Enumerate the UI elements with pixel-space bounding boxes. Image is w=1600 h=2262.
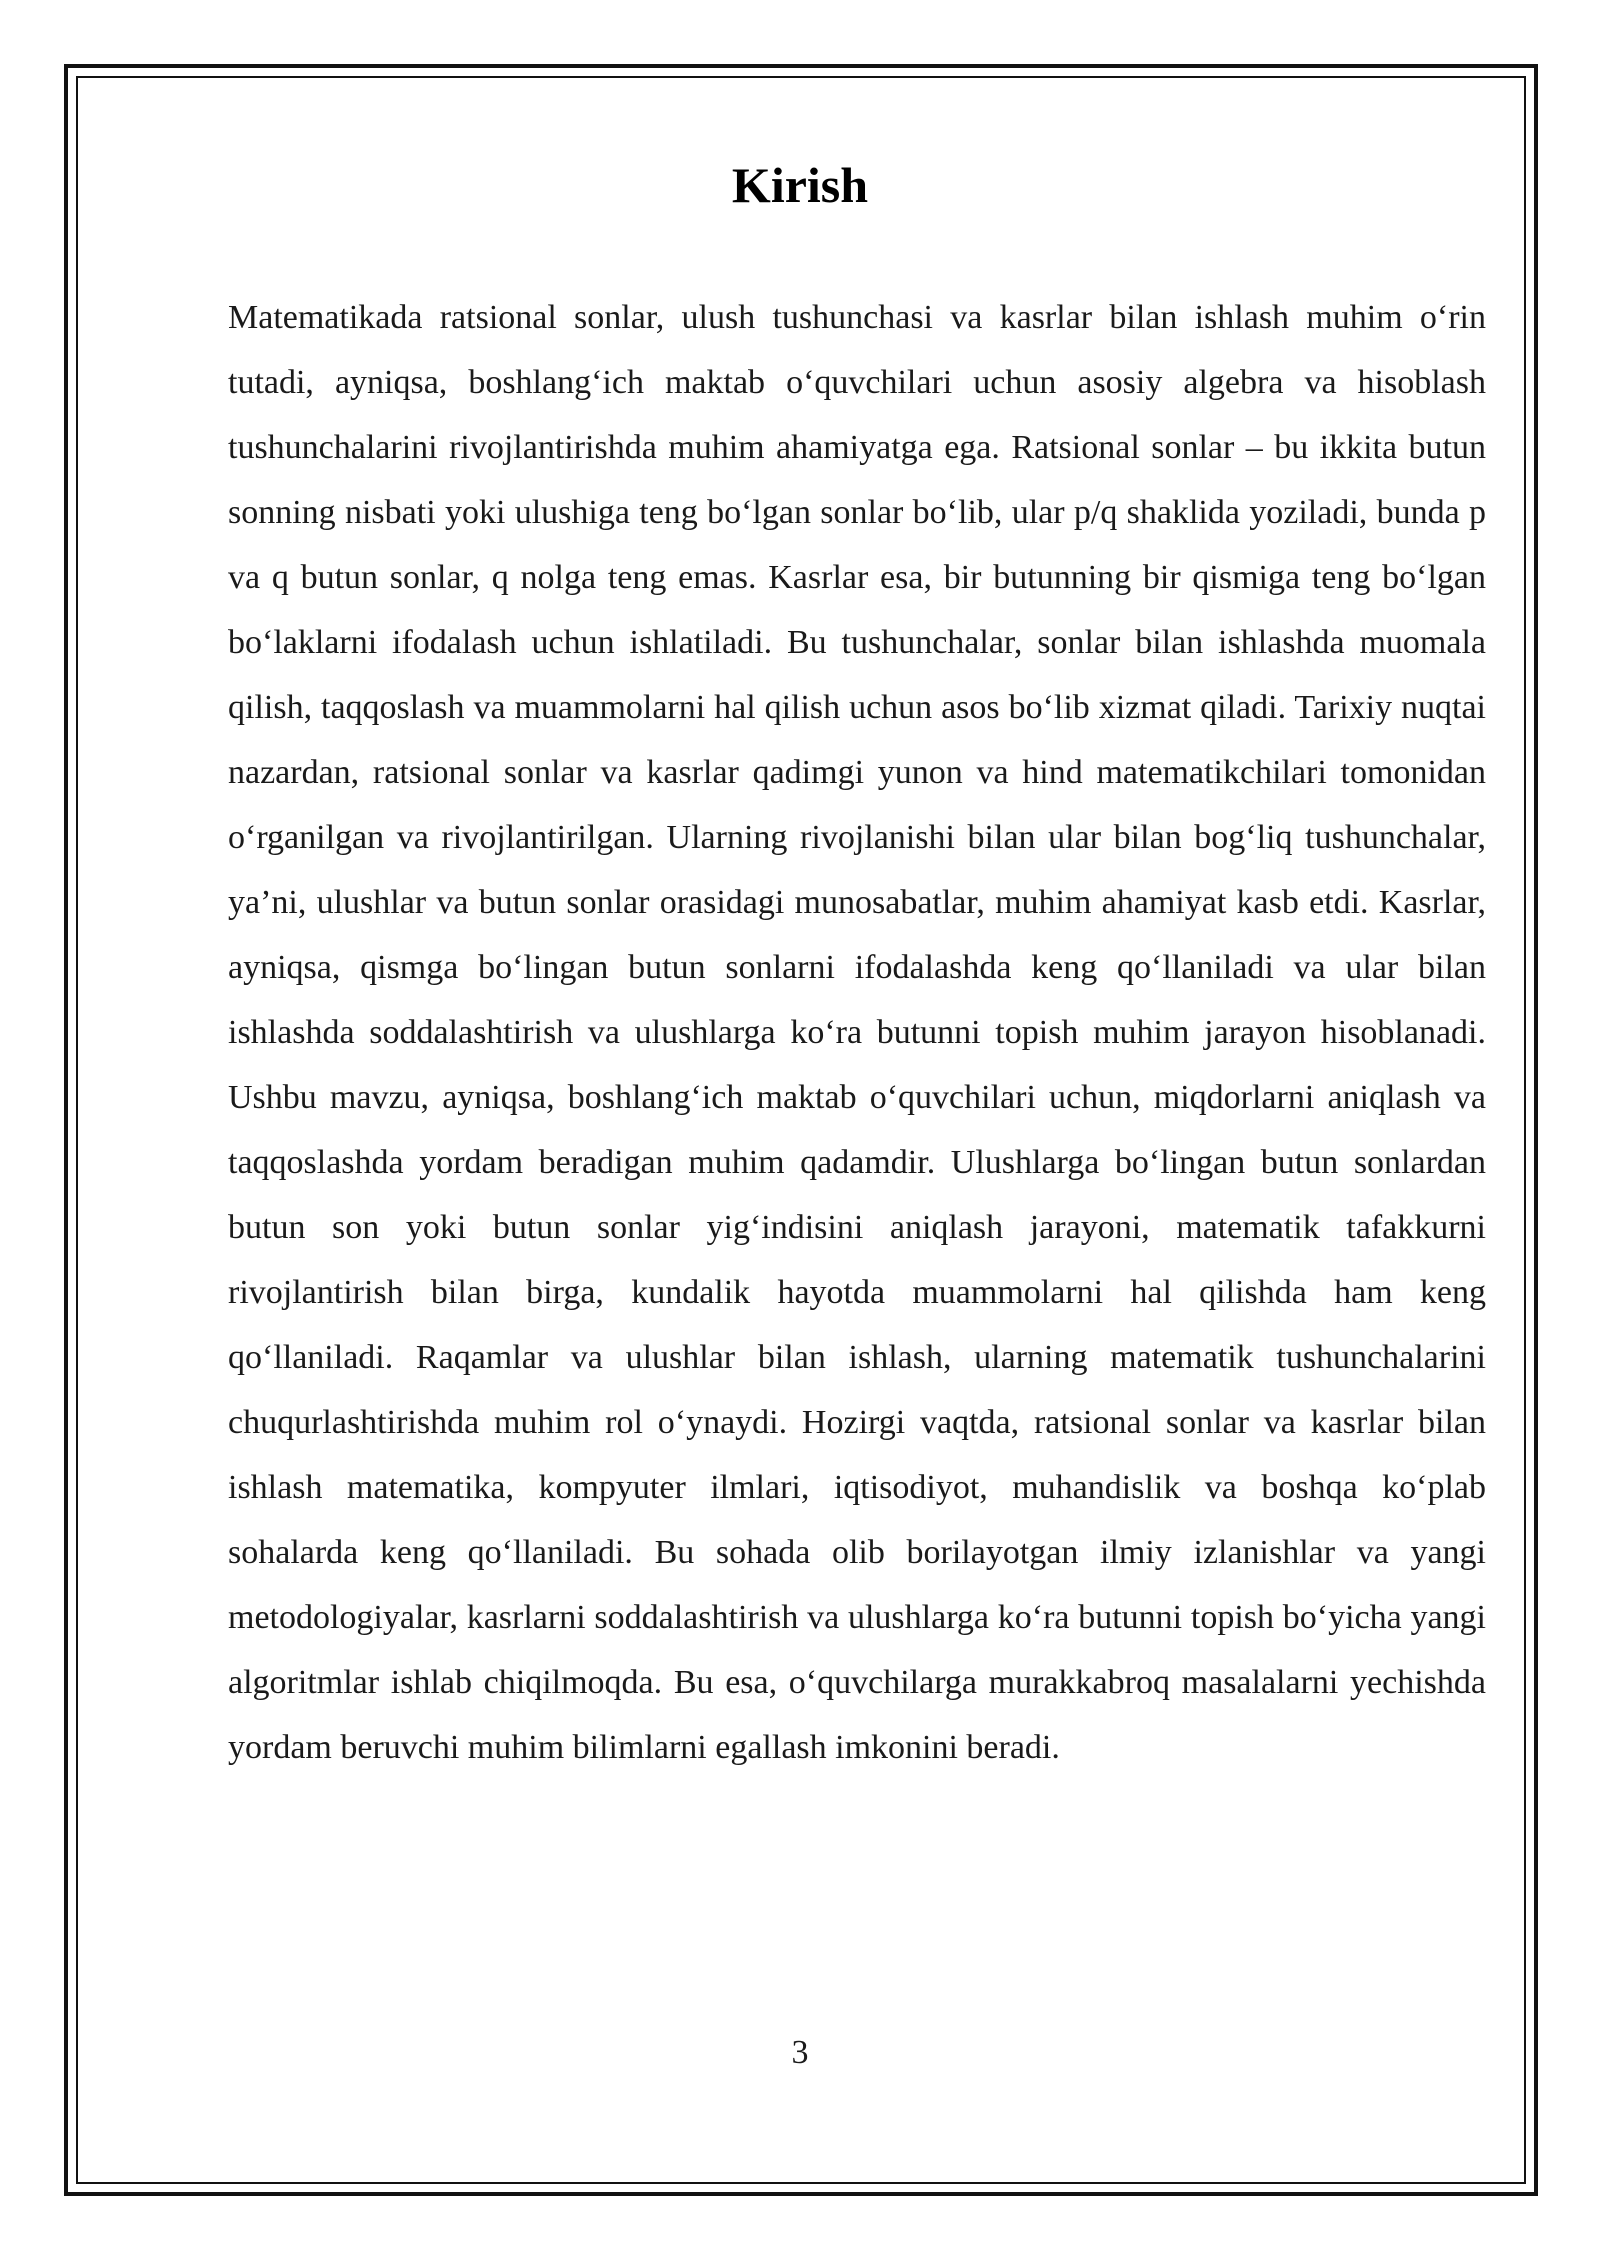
body-paragraph: Matematikada ratsional sonlar, ulush tushunchasi va kasrlar bilan ishlash muhim o‘rin tutadi, ayniqsa, boshlang‘ich maktab o‘quvchilari uchun asosiy algebra va hisoblash tushunchalarini rivojlantirishda muhim ahamiyatga ega. Ratsional sonlar – bu ikkita butun sonning nisbati yoki ulushiga teng bo‘lgan sonlar bo‘lib, ular p/q shaklida yoziladi, bunda p va q butun sonlar, q nolga teng emas. Kasrlar esa, bir butunning bir qismiga teng bo‘lgan bo‘laklarni ifodalash uchun ishlatiladi. Bu tushunchalar, sonlar bilan ishlashda muomala qilish, taqqoslash va muammolarni hal qilish uchun asos bo‘lib xizmat qiladi. Tarixiy nuqtai nazardan, ratsional sonlar va kasrlar qadimgi yunon va hind matematikchilari tomonidan o‘rganilgan va rivojlantirilgan. Ularning rivojlanishi bilan ular bilan bog‘liq tushunchalar, ya’ni, ulushlar va butun sonlar orasidagi munosabatlar, muhim ahamiyat kasb etdi. Kasrlar, ayniqsa, qismga bo‘lingan butun sonlarni ifodalashda keng qo‘llaniladi va ular bilan ishlashda soddalashtirish va ulushlarga ko‘ra butunni topish muhim jarayon hisoblanadi. Ushbu mavzu, ayniqsa, boshlang‘ich maktab o‘quvchilari uchun, miqdorlarni aniqlash va taqqoslashda yordam beradigan muhim qadamdir. Ulushlarga bo‘lingan butun sonlardan butun son yoki butun sonlar yig‘indisini aniqlash jarayoni, matematik tafakkurni rivojlantirish bilan birga, kundalik hayotda muammolarni hal qilishda ham keng qo‘llaniladi. Raqamlar va ulushlar bilan ishlash, ularning matematik tushunchalarini chuqurlashtirishda muhim rol o‘ynaydi. Hozirgi vaqtda, ratsional sonlar va kasrlar bilan ishlash matematika, kompyuter ilmlari, iqtisodiyot, muhandislik va boshqa ko‘plab sohalarda keng qo‘llaniladi. Bu sohada olib borilayotgan ilmiy izlanishlar va yangi metodologiyalar, kasrlarni soddalashtirish va ulushlarga ko‘ra butunni topish bo‘yicha yangi algoritmlar ishlab chiqilmoqda. Bu esa, o‘quvchilarga murakkabroq masalalarni yechishda yordam beruvchi muhim bilimlarni egallash imkonini beradi. xyxy=(228,299,1486,1766)
page-number: 3 xyxy=(791,2034,809,2071)
page-title: Kirish xyxy=(731,157,869,213)
